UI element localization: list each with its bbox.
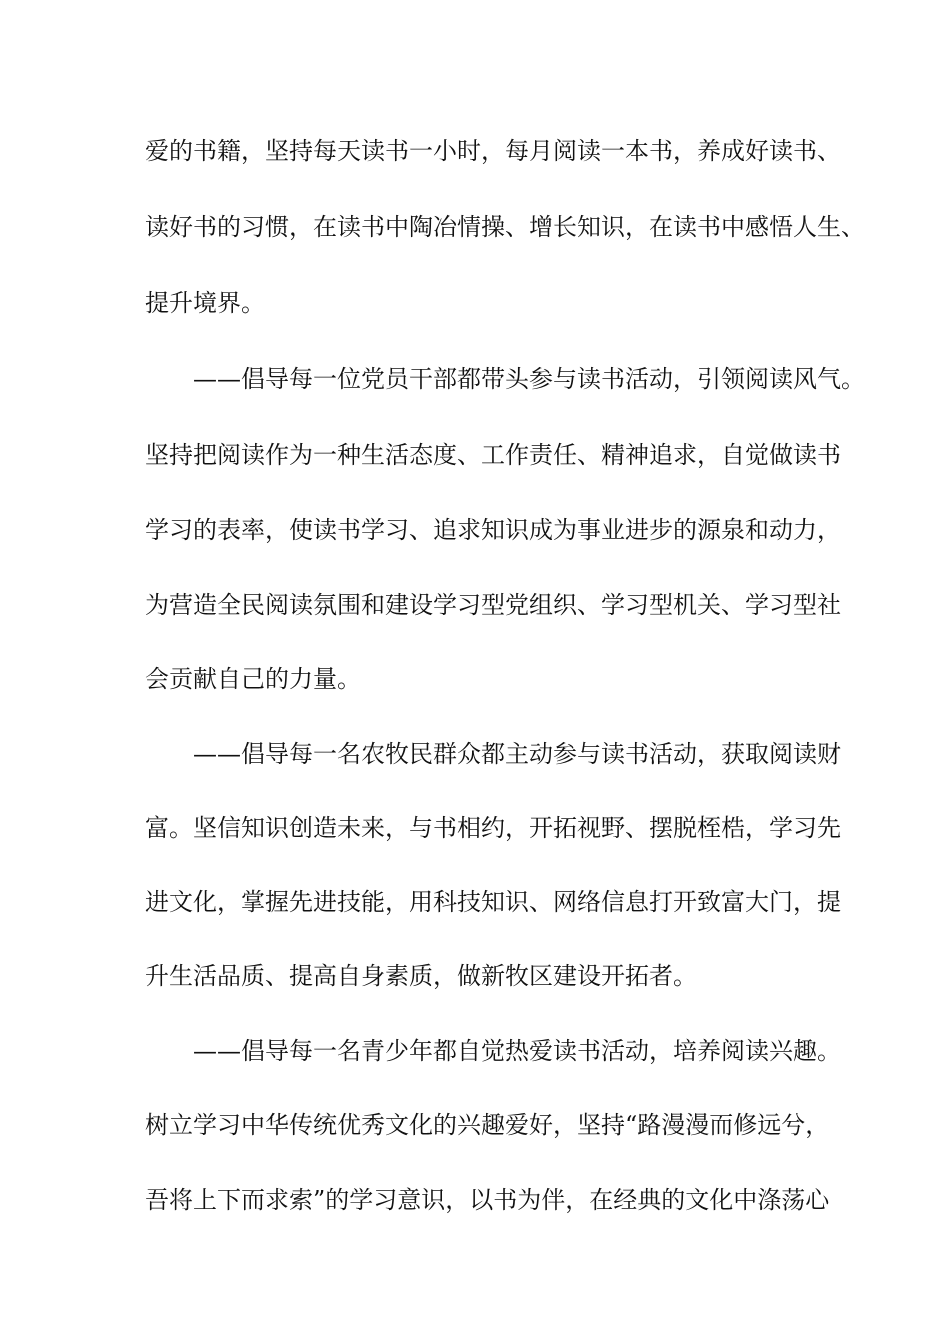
text-line: 升生活品质、提高自身素质，做新牧区建设开拓者。 [145, 962, 697, 990]
text-line: 进文化，掌握先进技能，用科技知识、网络信息打开致富大门，提 [145, 888, 841, 916]
paragraph-start-line: ——倡导每一位党员干部都带头参与读书活动，引领阅读风气。 [193, 365, 865, 393]
text-line: 为营造全民阅读氛围和建设学习型党组织、学习型机关、学习型社 [145, 591, 841, 619]
text-line: 树立学习中华传统优秀文化的兴趣爱好，坚持“路漫漫而修远兮， [145, 1111, 830, 1139]
text-line: 提升境界。 [145, 289, 265, 317]
text-line: 富。坚信知识创造未来，与书相约，开拓视野、摆脱桎梏，学习先 [145, 814, 841, 842]
text-line: 读好书的习惯，在读书中陶冶情操、增长知识，在读书中感悟人生、 [145, 213, 865, 241]
text-line: 爱的书籍，坚持每天读书一小时，每月阅读一本书，养成好读书、 [145, 137, 841, 165]
text-line: 吾将上下而求索”的学习意识，以书为伴，在经典的文化中涤荡心 [145, 1186, 830, 1214]
text-line: 坚持把阅读作为一种生活态度、工作责任、精神追求，自觉做读书 [145, 441, 841, 469]
paragraph-start-line: ——倡导每一名农牧民群众都主动参与读书活动，获取阅读财 [193, 740, 841, 768]
text-line: 学习的表率，使读书学习、追求知识成为事业进步的源泉和动力， [145, 516, 841, 544]
text-line: 会贡献自己的力量。 [145, 665, 361, 693]
paragraph-start-line: ——倡导每一名青少年都自觉热爱读书活动，培养阅读兴趣。 [193, 1037, 841, 1065]
